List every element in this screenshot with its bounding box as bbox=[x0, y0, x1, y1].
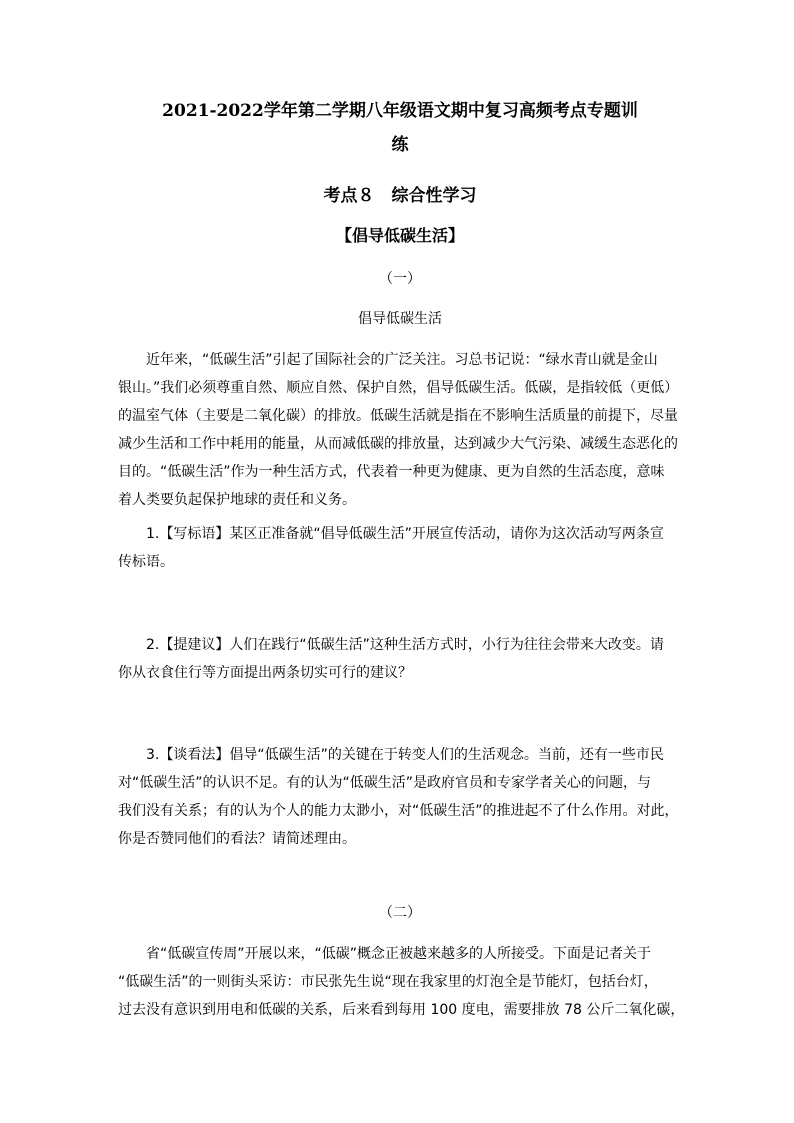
document-title-line-2: 练 bbox=[391, 135, 409, 155]
question-2 bbox=[118, 631, 678, 687]
intro-line: 银山。”我们必须尊重自然、顺应自然、保护自然，倡导低碳生活。低碳，是指较低（更低） bbox=[118, 380, 679, 396]
passage-title: 倡导低碳生活 bbox=[358, 311, 442, 327]
document-title-line-1: 2021-2022学年第二学期八年级语文期中复习高频考点专题训 bbox=[162, 101, 638, 121]
question-1 bbox=[118, 520, 678, 576]
part-two-paragraph bbox=[118, 940, 685, 1024]
intro-line: 减少生活和工作中耗用的能量，从而减低碳的排放量，达到减少大气污染、减缓生态恶化的 bbox=[118, 436, 678, 452]
topic-heading: 考点８ 综合性学习 bbox=[323, 186, 477, 206]
question-line: 你是否赞同他们的看法？请简述理由。 bbox=[118, 831, 356, 847]
question-line: 1.【写标语】某区正准备就“倡导低碳生活”开展宣传活动，请你为这次活动写两条宣 bbox=[146, 526, 664, 542]
intro-line: 着人类要负起保护地球的责任和义务。 bbox=[118, 492, 356, 508]
part-two-line: “低碳生活”的一则街头采访：市民张先生说“现在我家里的灯泡全是节能灯，包括台灯， bbox=[118, 974, 658, 990]
question-line: 2.【提建议】人们在践行“低碳生活”这种生活方式时，小行为往往会带来大改变。请 bbox=[146, 637, 664, 653]
question-3 bbox=[118, 741, 678, 853]
question-line: 你从衣食住行等方面提出两条切实可行的建议？ bbox=[118, 665, 412, 681]
question-line: 对“低碳生活”的认识不足。有的认为“低碳生活”是政府官员和专家学者关心的问题，与 bbox=[118, 775, 652, 791]
part-two-line: 省“低碳宣传周”开展以来，“低碳”概念正被越来越多的人所接受。下面是记者关于 bbox=[146, 946, 652, 962]
question-line: 传标语。 bbox=[118, 554, 174, 570]
intro-line: 目的。“低碳生活”作为一种生活方式，代表着一种更为健康、更为自然的生活态度，意味 bbox=[118, 464, 665, 480]
intro-line: 的温室气体（主要是二氧化碳）的排放。低碳生活就是指在不影响生活质量的前提下，尽量 bbox=[118, 408, 678, 424]
question-line: 我们没有关系；有的认为个人的能力太渺小，对“低碳生活”的推进起不了什么作用。对此， bbox=[118, 803, 679, 819]
part-two-line: 过去没有意识到用电和低碳的关系，后来看到每用 100 度电，需要排放 78 公斤二氧化碳， bbox=[118, 1002, 685, 1018]
question-line: 3.【谈看法】倡导“低碳生活”的关键在于转变人们的生活观念。当前，还有一些市民 bbox=[146, 747, 664, 763]
part-one-label: （一） bbox=[379, 271, 421, 287]
section-heading: 【倡导低碳生活】 bbox=[335, 226, 464, 245]
intro-paragraph bbox=[118, 346, 678, 514]
intro-line: 近年来，“低碳生活”引起了国际社会的广泛关注。习总书记说：“绿水青山就是金山 bbox=[146, 352, 658, 368]
part-two-label: （二） bbox=[379, 905, 421, 921]
